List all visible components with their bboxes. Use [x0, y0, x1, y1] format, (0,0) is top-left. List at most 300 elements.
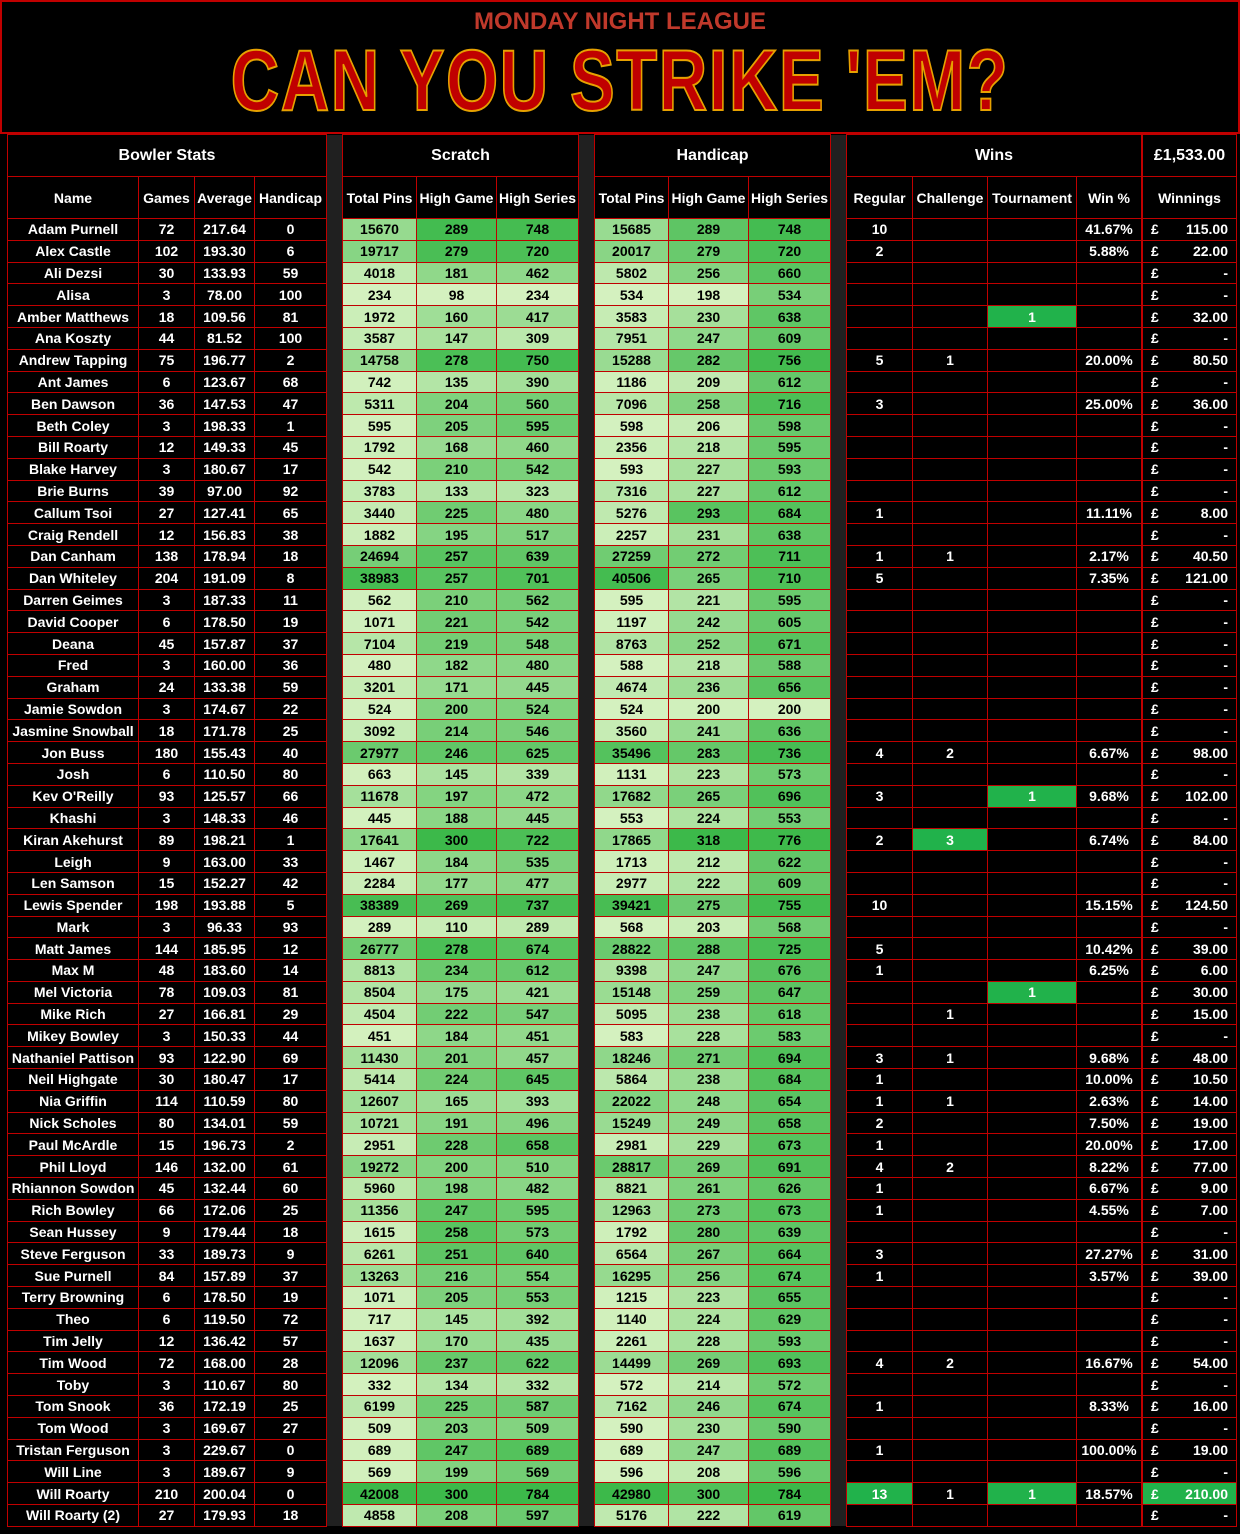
handicap-high-series-cell: 664 [749, 1243, 831, 1265]
scratch-high-game-cell: 182 [417, 654, 497, 676]
currency-symbol: £ [1143, 633, 1167, 655]
winnings-cell: 210.00 [1167, 1483, 1237, 1505]
handicap-high-series-cell: 553 [749, 807, 831, 829]
average-cell: 168.00 [195, 1352, 255, 1374]
challenge-wins-cell: 2 [913, 742, 988, 764]
table-row [8, 1308, 1237, 1330]
handicap-high-game-cell: 212 [669, 851, 749, 873]
column-gap [831, 458, 847, 480]
handicap-high-series-cell: 656 [749, 676, 831, 698]
win-pct-cell [1077, 480, 1142, 502]
column-gap [327, 1461, 343, 1483]
scratch-total-pins-cell: 14758 [343, 349, 417, 371]
currency-symbol: £ [1143, 960, 1167, 982]
column-gap [327, 916, 343, 938]
winnings-cell: 19.00 [1167, 1112, 1237, 1134]
column-gap [579, 1178, 595, 1200]
handicap-high-series-cell: 736 [749, 742, 831, 764]
scratch-high-game-cell: 210 [417, 589, 497, 611]
table-row [8, 327, 1237, 349]
handicap-high-game-cell: 198 [669, 284, 749, 306]
column-gap [831, 1025, 847, 1047]
games-cell: 3 [139, 1374, 195, 1396]
bowler-name: Tim Wood [8, 1352, 139, 1374]
scratch-total-pins-cell: 11678 [343, 785, 417, 807]
games-cell: 6 [139, 763, 195, 785]
challenge-wins-cell [913, 1265, 988, 1287]
currency-symbol: £ [1143, 567, 1167, 589]
scratch-high-series-cell: 445 [497, 676, 579, 698]
winnings-cell: 31.00 [1167, 1243, 1237, 1265]
scratch-high-series-cell: 560 [497, 393, 579, 415]
column-gap [327, 284, 343, 306]
scratch-high-series-cell: 392 [497, 1308, 579, 1330]
scratch-total-pins-cell: 10721 [343, 1112, 417, 1134]
column-gap [327, 589, 343, 611]
winnings-cell: 124.50 [1167, 894, 1237, 916]
bowler-name: Rhiannon Sowdon [8, 1178, 139, 1200]
currency-symbol: £ [1143, 415, 1167, 437]
currency-symbol: £ [1143, 262, 1167, 284]
tournament-wins-cell [988, 436, 1077, 458]
table-row [8, 524, 1237, 546]
games-cell: 93 [139, 785, 195, 807]
column-gap [327, 327, 343, 349]
regular-wins-cell [847, 763, 913, 785]
column-gap [831, 938, 847, 960]
scratch-high-series-cell: 510 [497, 1156, 579, 1178]
handicap-high-game-cell: 238 [669, 1069, 749, 1091]
handicap-total-pins-cell: 8821 [595, 1178, 669, 1200]
column-gap [327, 480, 343, 502]
average-cell: 152.27 [195, 872, 255, 894]
winnings-cell: - [1167, 916, 1237, 938]
column-gap [831, 1134, 847, 1156]
challenge-wins-cell: 3 [913, 829, 988, 851]
handicap-high-game-cell: 258 [669, 393, 749, 415]
handicap-high-game-cell: 224 [669, 807, 749, 829]
column-gap [831, 1461, 847, 1483]
scratch-high-series-cell: 784 [497, 1483, 579, 1505]
win-pct-cell: 3.57% [1077, 1265, 1142, 1287]
scratch-high-series-cell: 658 [497, 1134, 579, 1156]
column-gap [579, 545, 595, 567]
handicap-high-series-cell: 598 [749, 415, 831, 437]
column-gap [831, 894, 847, 916]
handicap-cell: 100 [255, 284, 327, 306]
challenge-wins-cell [913, 611, 988, 633]
win-pct-cell: 18.57% [1077, 1483, 1142, 1505]
win-pct-cell: 9.68% [1077, 785, 1142, 807]
handicap-cell: 28 [255, 1352, 327, 1374]
scratch-total-pins-cell: 5311 [343, 393, 417, 415]
table-row [8, 1483, 1237, 1505]
average-cell: 180.47 [195, 1069, 255, 1091]
regular-wins-cell [847, 1308, 913, 1330]
average-cell: 133.93 [195, 262, 255, 284]
games-cell: 102 [139, 240, 195, 262]
column-gap [831, 1396, 847, 1418]
column-gap [327, 1439, 343, 1461]
bowler-name: Tom Wood [8, 1417, 139, 1439]
table-row [8, 1090, 1237, 1112]
scratch-high-series-cell: 477 [497, 872, 579, 894]
regular-wins-cell [847, 1374, 913, 1396]
challenge-wins-cell [913, 371, 988, 393]
scratch-high-game-cell: 257 [417, 545, 497, 567]
games-cell: 78 [139, 981, 195, 1003]
challenge-wins-cell [913, 807, 988, 829]
handicap-high-game-cell: 273 [669, 1199, 749, 1221]
average-cell: 193.30 [195, 240, 255, 262]
average-cell: 187.33 [195, 589, 255, 611]
challenge-wins-cell [913, 240, 988, 262]
challenge-wins-cell [913, 327, 988, 349]
table-row [8, 785, 1237, 807]
handicap-cell: 0 [255, 219, 327, 241]
average-cell: 183.60 [195, 960, 255, 982]
handicap-total-pins-cell: 1131 [595, 763, 669, 785]
column-gap [579, 349, 595, 371]
scratch-high-series-cell: 542 [497, 458, 579, 480]
tournament-wins-cell [988, 1003, 1077, 1025]
scratch-high-game-cell: 221 [417, 611, 497, 633]
handicap-total-pins-cell: 5176 [595, 1505, 669, 1527]
scratch-high-game-cell: 269 [417, 894, 497, 916]
table-row [8, 502, 1237, 524]
regular-wins-cell: 1 [847, 1439, 913, 1461]
column-gap [327, 938, 343, 960]
handicap-high-game-cell: 221 [669, 589, 749, 611]
group-scratch: Scratch [343, 135, 579, 177]
scratch-high-game-cell: 278 [417, 938, 497, 960]
winnings-cell: 39.00 [1167, 1265, 1237, 1287]
challenge-wins-cell [913, 306, 988, 328]
handicap-total-pins-cell: 18246 [595, 1047, 669, 1069]
scratch-high-game-cell: 200 [417, 698, 497, 720]
scratch-high-series-cell: 234 [497, 284, 579, 306]
winnings-cell: - [1167, 1287, 1237, 1309]
currency-symbol: £ [1143, 589, 1167, 611]
win-pct-cell: 2.17% [1077, 545, 1142, 567]
tournament-wins-cell [988, 1243, 1077, 1265]
bowler-name: Alisa [8, 284, 139, 306]
column-gap [327, 1396, 343, 1418]
win-pct-cell: 6.67% [1077, 742, 1142, 764]
scratch-high-series-cell: 542 [497, 611, 579, 633]
scratch-total-pins-cell: 3587 [343, 327, 417, 349]
column-gap [579, 1134, 595, 1156]
winnings-cell: - [1167, 589, 1237, 611]
table-row [8, 349, 1237, 371]
column-gap [327, 960, 343, 982]
currency-symbol: £ [1143, 654, 1167, 676]
regular-wins-cell [847, 480, 913, 502]
scratch-total-pins-cell: 509 [343, 1417, 417, 1439]
column-gap [327, 1287, 343, 1309]
average-cell: 191.09 [195, 567, 255, 589]
col-challenge: Challenge [913, 177, 988, 219]
currency-symbol: £ [1143, 284, 1167, 306]
table-row [8, 720, 1237, 742]
column-gap [579, 1047, 595, 1069]
column-gap [831, 371, 847, 393]
scratch-high-game-cell: 160 [417, 306, 497, 328]
games-cell: 18 [139, 720, 195, 742]
games-cell: 6 [139, 1308, 195, 1330]
bowler-name: Kev O'Reilly [8, 785, 139, 807]
column-gap [579, 1069, 595, 1091]
scratch-total-pins-cell: 11356 [343, 1199, 417, 1221]
scratch-high-series-cell: 701 [497, 567, 579, 589]
handicap-high-game-cell: 279 [669, 240, 749, 262]
handicap-high-series-cell: 748 [749, 219, 831, 241]
handicap-total-pins-cell: 1186 [595, 371, 669, 393]
column-gap [831, 960, 847, 982]
games-cell: 210 [139, 1483, 195, 1505]
regular-wins-cell [847, 1221, 913, 1243]
column-gap [831, 415, 847, 437]
scratch-high-series-cell: 595 [497, 415, 579, 437]
column-gap [579, 436, 595, 458]
handicap-high-series-cell: 716 [749, 393, 831, 415]
regular-wins-cell: 1 [847, 1199, 913, 1221]
handicap-total-pins-cell: 2261 [595, 1330, 669, 1352]
handicap-high-game-cell: 265 [669, 785, 749, 807]
scratch-high-game-cell: 181 [417, 262, 497, 284]
column-gap [579, 785, 595, 807]
challenge-wins-cell [913, 458, 988, 480]
column-gap [579, 1243, 595, 1265]
challenge-wins-cell [913, 654, 988, 676]
scratch-high-series-cell: 625 [497, 742, 579, 764]
handicap-high-game-cell: 300 [669, 1483, 749, 1505]
tournament-wins-cell [988, 1047, 1077, 1069]
scratch-high-series-cell: 750 [497, 349, 579, 371]
tournament-wins-cell [988, 1461, 1077, 1483]
table-row [8, 960, 1237, 982]
currency-symbol: £ [1143, 1243, 1167, 1265]
currency-symbol: £ [1143, 1461, 1167, 1483]
handicap-high-game-cell: 228 [669, 1330, 749, 1352]
scratch-total-pins-cell: 38389 [343, 894, 417, 916]
column-gap [579, 720, 595, 742]
handicap-high-game-cell: 223 [669, 763, 749, 785]
regular-wins-cell [847, 1461, 913, 1483]
challenge-wins-cell: 1 [913, 1047, 988, 1069]
average-cell: 148.33 [195, 807, 255, 829]
win-pct-cell: 2.63% [1077, 1090, 1142, 1112]
regular-wins-cell: 1 [847, 545, 913, 567]
win-pct-cell [1077, 306, 1142, 328]
handicap-high-series-cell: 618 [749, 1003, 831, 1025]
handicap-high-series-cell: 710 [749, 567, 831, 589]
tournament-wins-cell [988, 589, 1077, 611]
regular-wins-cell [847, 1003, 913, 1025]
tournament-wins-cell [988, 284, 1077, 306]
tournament-wins-cell [988, 1178, 1077, 1200]
bowler-name: Will Roarty [8, 1483, 139, 1505]
winnings-cell: - [1167, 262, 1237, 284]
win-pct-cell: 16.67% [1077, 1352, 1142, 1374]
column-gap [327, 502, 343, 524]
table-row [8, 1178, 1237, 1200]
average-cell: 97.00 [195, 480, 255, 502]
regular-wins-cell: 5 [847, 938, 913, 960]
handicap-total-pins-cell: 5095 [595, 1003, 669, 1025]
average-cell: 156.83 [195, 524, 255, 546]
tournament-wins-cell [988, 219, 1077, 241]
handicap-high-game-cell: 222 [669, 1505, 749, 1527]
regular-wins-cell [847, 1505, 913, 1527]
handicap-cell: 9 [255, 1243, 327, 1265]
scratch-total-pins-cell: 5960 [343, 1178, 417, 1200]
handicap-cell: 65 [255, 502, 327, 524]
currency-symbol: £ [1143, 938, 1167, 960]
tournament-wins-cell [988, 371, 1077, 393]
games-cell: 30 [139, 1069, 195, 1091]
winnings-cell: - [1167, 676, 1237, 698]
win-pct-cell: 7.35% [1077, 567, 1142, 589]
scratch-high-series-cell: 645 [497, 1069, 579, 1091]
bowler-name: Amber Matthews [8, 306, 139, 328]
currency-symbol: £ [1143, 1417, 1167, 1439]
winnings-cell: - [1167, 458, 1237, 480]
currency-symbol: £ [1143, 785, 1167, 807]
challenge-wins-cell [913, 633, 988, 655]
table-row [8, 611, 1237, 633]
handicap-cell: 80 [255, 1374, 327, 1396]
handicap-cell: 1 [255, 415, 327, 437]
table-row [8, 1461, 1237, 1483]
scratch-high-series-cell: 451 [497, 1025, 579, 1047]
challenge-wins-cell [913, 480, 988, 502]
average-cell: 172.06 [195, 1199, 255, 1221]
column-gap [327, 371, 343, 393]
handicap-high-series-cell: 676 [749, 960, 831, 982]
games-cell: 9 [139, 851, 195, 873]
scratch-high-game-cell: 234 [417, 960, 497, 982]
handicap-high-series-cell: 694 [749, 1047, 831, 1069]
winnings-cell: - [1167, 436, 1237, 458]
handicap-high-series-cell: 711 [749, 545, 831, 567]
scratch-total-pins-cell: 3440 [343, 502, 417, 524]
average-cell: 109.56 [195, 306, 255, 328]
handicap-high-game-cell: 246 [669, 1396, 749, 1418]
bowler-name: Blake Harvey [8, 458, 139, 480]
scratch-high-series-cell: 554 [497, 1265, 579, 1287]
handicap-high-series-cell: 609 [749, 872, 831, 894]
col-handicap: Handicap [255, 177, 327, 219]
column-gap [327, 1090, 343, 1112]
scratch-total-pins-cell: 42008 [343, 1483, 417, 1505]
regular-wins-cell [847, 458, 913, 480]
currency-symbol: £ [1143, 742, 1167, 764]
regular-wins-cell [847, 415, 913, 437]
tournament-wins-cell: 1 [988, 785, 1077, 807]
column-gap [831, 851, 847, 873]
scratch-high-series-cell: 569 [497, 1461, 579, 1483]
table-row [8, 1047, 1237, 1069]
scratch-total-pins-cell: 451 [343, 1025, 417, 1047]
column-gap [831, 1156, 847, 1178]
bowler-name: Ana Koszty [8, 327, 139, 349]
win-pct-cell [1077, 589, 1142, 611]
winnings-cell: - [1167, 807, 1237, 829]
average-cell: 163.00 [195, 851, 255, 873]
column-gap [579, 1308, 595, 1330]
games-cell: 12 [139, 524, 195, 546]
scratch-high-game-cell: 171 [417, 676, 497, 698]
tournament-wins-cell [988, 960, 1077, 982]
currency-symbol: £ [1143, 458, 1167, 480]
handicap-cell: 11 [255, 589, 327, 611]
winnings-cell: - [1167, 763, 1237, 785]
scratch-high-game-cell: 222 [417, 1003, 497, 1025]
bowler-name: Will Line [8, 1461, 139, 1483]
handicap-high-series-cell: 605 [749, 611, 831, 633]
challenge-wins-cell [913, 698, 988, 720]
handicap-cell: 46 [255, 807, 327, 829]
average-cell: 132.44 [195, 1178, 255, 1200]
handicap-cell: 22 [255, 698, 327, 720]
handicap-high-game-cell: 203 [669, 916, 749, 938]
games-cell: 3 [139, 284, 195, 306]
handicap-total-pins-cell: 15685 [595, 219, 669, 241]
winnings-cell: 39.00 [1167, 938, 1237, 960]
column-gap [579, 654, 595, 676]
win-pct-cell: 4.55% [1077, 1199, 1142, 1221]
handicap-total-pins-cell: 7162 [595, 1396, 669, 1418]
winnings-cell: 19.00 [1167, 1439, 1237, 1461]
tournament-wins-cell [988, 1156, 1077, 1178]
handicap-high-series-cell: 674 [749, 1265, 831, 1287]
win-pct-cell [1077, 633, 1142, 655]
scratch-high-game-cell: 165 [417, 1090, 497, 1112]
win-pct-cell: 8.33% [1077, 1396, 1142, 1418]
games-cell: 3 [139, 1025, 195, 1047]
column-gap [327, 436, 343, 458]
handicap-cell: 81 [255, 981, 327, 1003]
bowler-name: Sean Hussey [8, 1221, 139, 1243]
column-gap [327, 872, 343, 894]
handicap-cell: 9 [255, 1461, 327, 1483]
regular-wins-cell [847, 524, 913, 546]
column-gap [579, 1199, 595, 1221]
column-gap [579, 611, 595, 633]
scratch-high-game-cell: 214 [417, 720, 497, 742]
col-handicap-high-game: High Game [669, 177, 749, 219]
scratch-total-pins-cell: 663 [343, 763, 417, 785]
column-gap [831, 1330, 847, 1352]
winnings-cell: - [1167, 1330, 1237, 1352]
handicap-total-pins-cell: 2977 [595, 872, 669, 894]
games-cell: 146 [139, 1156, 195, 1178]
average-cell: 166.81 [195, 1003, 255, 1025]
scratch-total-pins-cell: 19272 [343, 1156, 417, 1178]
bowler-name: Tom Snook [8, 1396, 139, 1418]
scratch-high-series-cell: 722 [497, 829, 579, 851]
handicap-high-game-cell: 223 [669, 1287, 749, 1309]
regular-wins-cell: 1 [847, 1178, 913, 1200]
challenge-wins-cell [913, 938, 988, 960]
column-gap [579, 1396, 595, 1418]
tournament-wins-cell [988, 698, 1077, 720]
winnings-cell: 102.00 [1167, 785, 1237, 807]
scratch-high-game-cell: 133 [417, 480, 497, 502]
average-cell: 172.19 [195, 1396, 255, 1418]
average-cell: 155.43 [195, 742, 255, 764]
